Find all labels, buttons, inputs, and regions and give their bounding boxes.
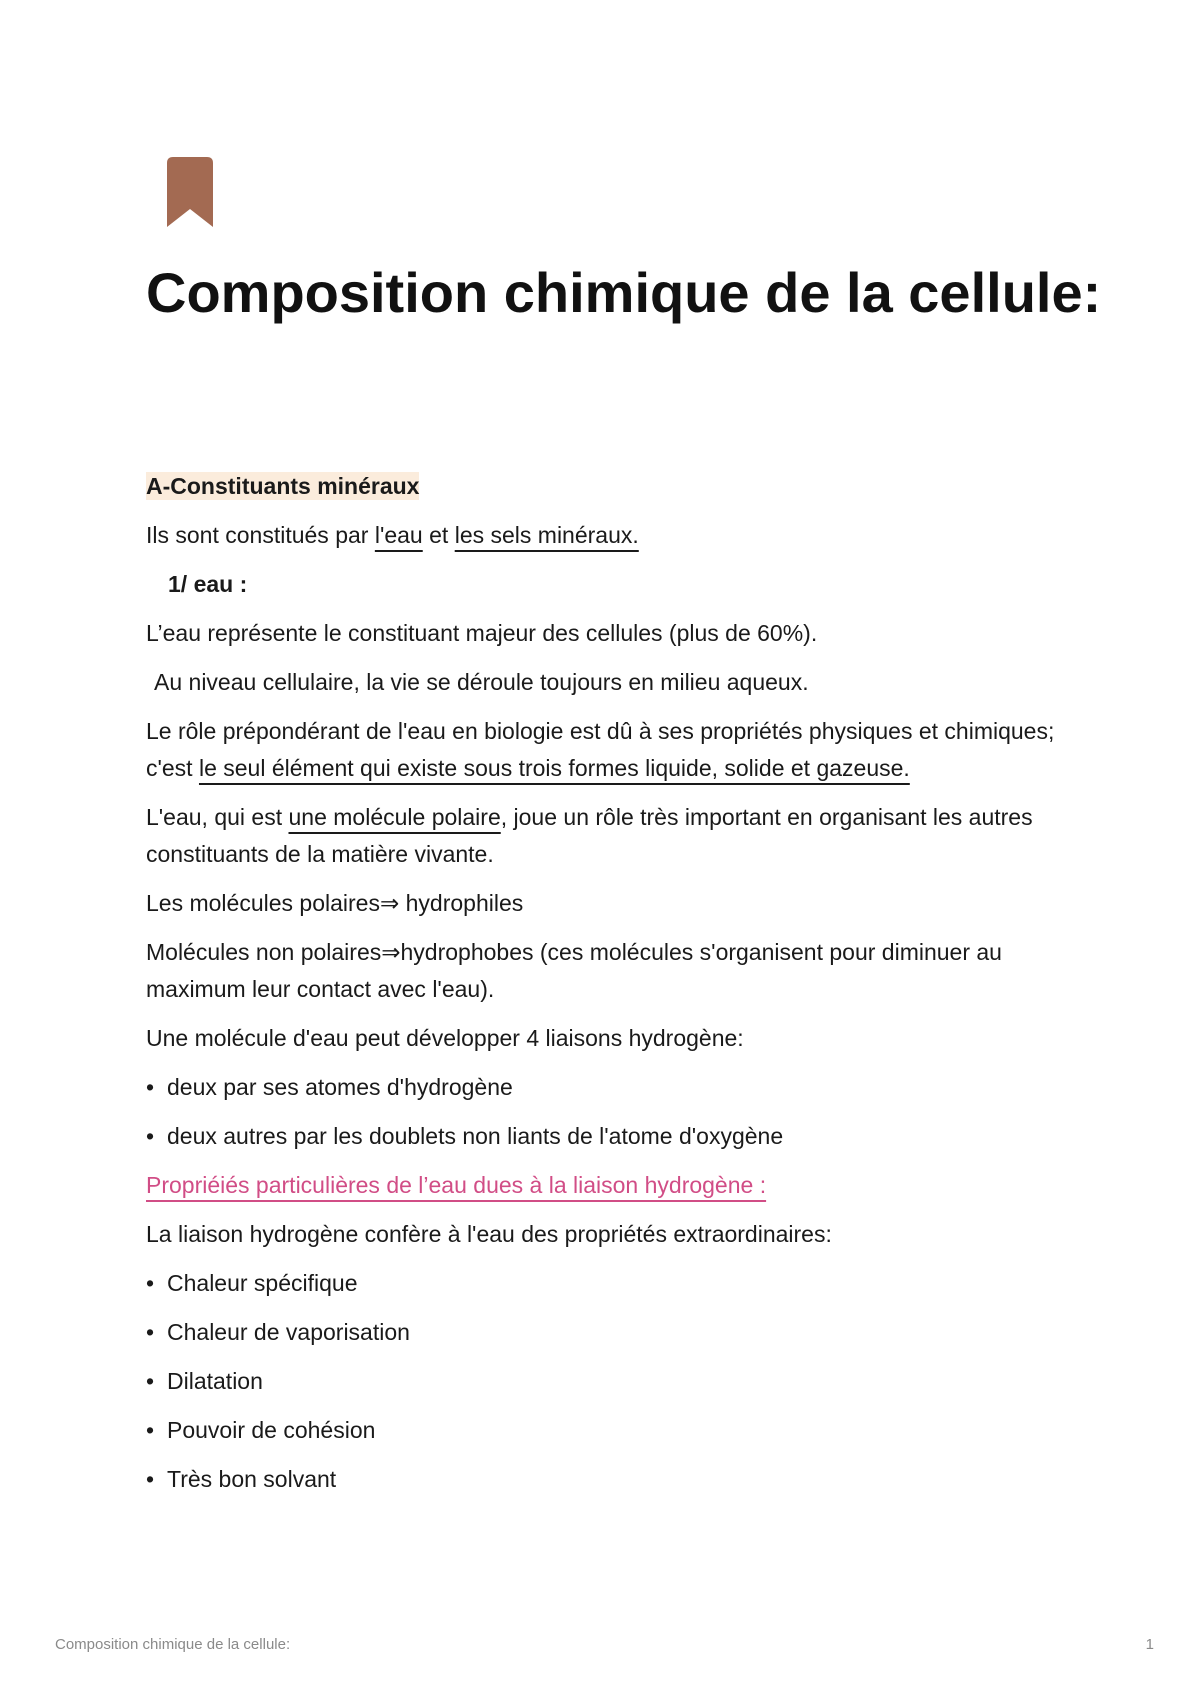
bullet: • (146, 1417, 155, 1443)
list-item-text: deux autres par les doublets non liants de l'atome d'oxygène (167, 1123, 784, 1149)
intro-mid-text: et (422, 522, 455, 548)
list-item (146, 1412, 1066, 1449)
intro-text: Ils sont constitués par (146, 522, 375, 548)
intro-paragraph (146, 517, 1066, 554)
paragraph-liaisons-hydrogene: Une molécule d'eau peut développer 4 liaisons hydrogène: (146, 1025, 744, 1051)
paragraph-eau-majeur: L’eau représente le constituant majeur des cellules (plus de 60%). (146, 620, 818, 646)
list-item-text: Pouvoir de cohésion (167, 1417, 376, 1443)
role-text: Le rôle prépondérant de l'eau en biologie est dû à ses propriétés physiques et chimiques; c'est (146, 718, 1055, 781)
bullet: • (146, 1270, 155, 1296)
bullet: • (146, 1319, 155, 1345)
page-number: 1 (1145, 1636, 1154, 1653)
paragraph-hydrophiles: Les molécules polaires⇒ hydrophiles (146, 890, 524, 916)
list-item (146, 1265, 1066, 1302)
paragraph-proprietes: La liaison hydrogène confère à l'eau des propriétés extraordinaires: (146, 1221, 832, 1247)
paragraph-hydrophobes: Molécules non polaires⇒hydrophobes (ces molécules s'organisent pour diminuer au maximum leur contact avec l'eau). (146, 939, 1002, 1002)
paragraph-role-eau (146, 713, 1066, 787)
underlined-trois-formes: le seul élément qui existe sous trois formes liquide, solide et gazeuse. (198, 755, 910, 781)
list-item-text: Dilatation (167, 1368, 263, 1394)
link-sels-mineraux: les sels minéraux. (454, 522, 639, 548)
bullet: • (146, 1123, 155, 1149)
list-item-text: Chaleur de vaporisation (167, 1319, 410, 1345)
bullet: • (146, 1074, 155, 1100)
bookmark-icon (167, 157, 213, 227)
list-item-text: deux par ses atomes d'hydrogène (167, 1074, 513, 1100)
properties-heading: Propriéiés particulières de l’eau dues à la liaison hydrogène : (146, 1172, 767, 1198)
list-item-text: Très bon solvant (167, 1466, 337, 1492)
bullet: • (146, 1368, 155, 1394)
footer-title: Composition chimique de la cellule: (55, 1636, 291, 1653)
pink-heading-block (146, 1167, 1066, 1204)
link-eau: l'eau (374, 522, 423, 548)
section-heading-block (146, 468, 1066, 505)
list-item (146, 1314, 1066, 1351)
bullet: • (146, 1466, 155, 1492)
sub-heading-eau: 1/ eau : (168, 571, 248, 597)
document-body (146, 468, 1066, 1510)
list-item (146, 1069, 1066, 1106)
list-item (146, 1461, 1066, 1498)
list-item (146, 1118, 1066, 1155)
page-title: Composition chimique de la cellule: (146, 261, 1102, 324)
section-heading: A-Constituants minéraux (146, 473, 420, 499)
paragraph-molecule-polaire (146, 799, 1066, 873)
underlined-molecule-polaire: une molécule polaire (288, 804, 501, 830)
list-item-text: Chaleur spécifique (167, 1270, 358, 1296)
polaire-text-after: , joue un rôle très important en organisant les autres constituants de la matière vivante. (146, 804, 1033, 867)
paragraph-milieu-aqueux: Au niveau cellulaire, la vie se déroule toujours en milieu aqueux. (154, 669, 809, 695)
list-item (146, 1363, 1066, 1400)
polaire-text-before: L'eau, qui est (146, 804, 289, 830)
